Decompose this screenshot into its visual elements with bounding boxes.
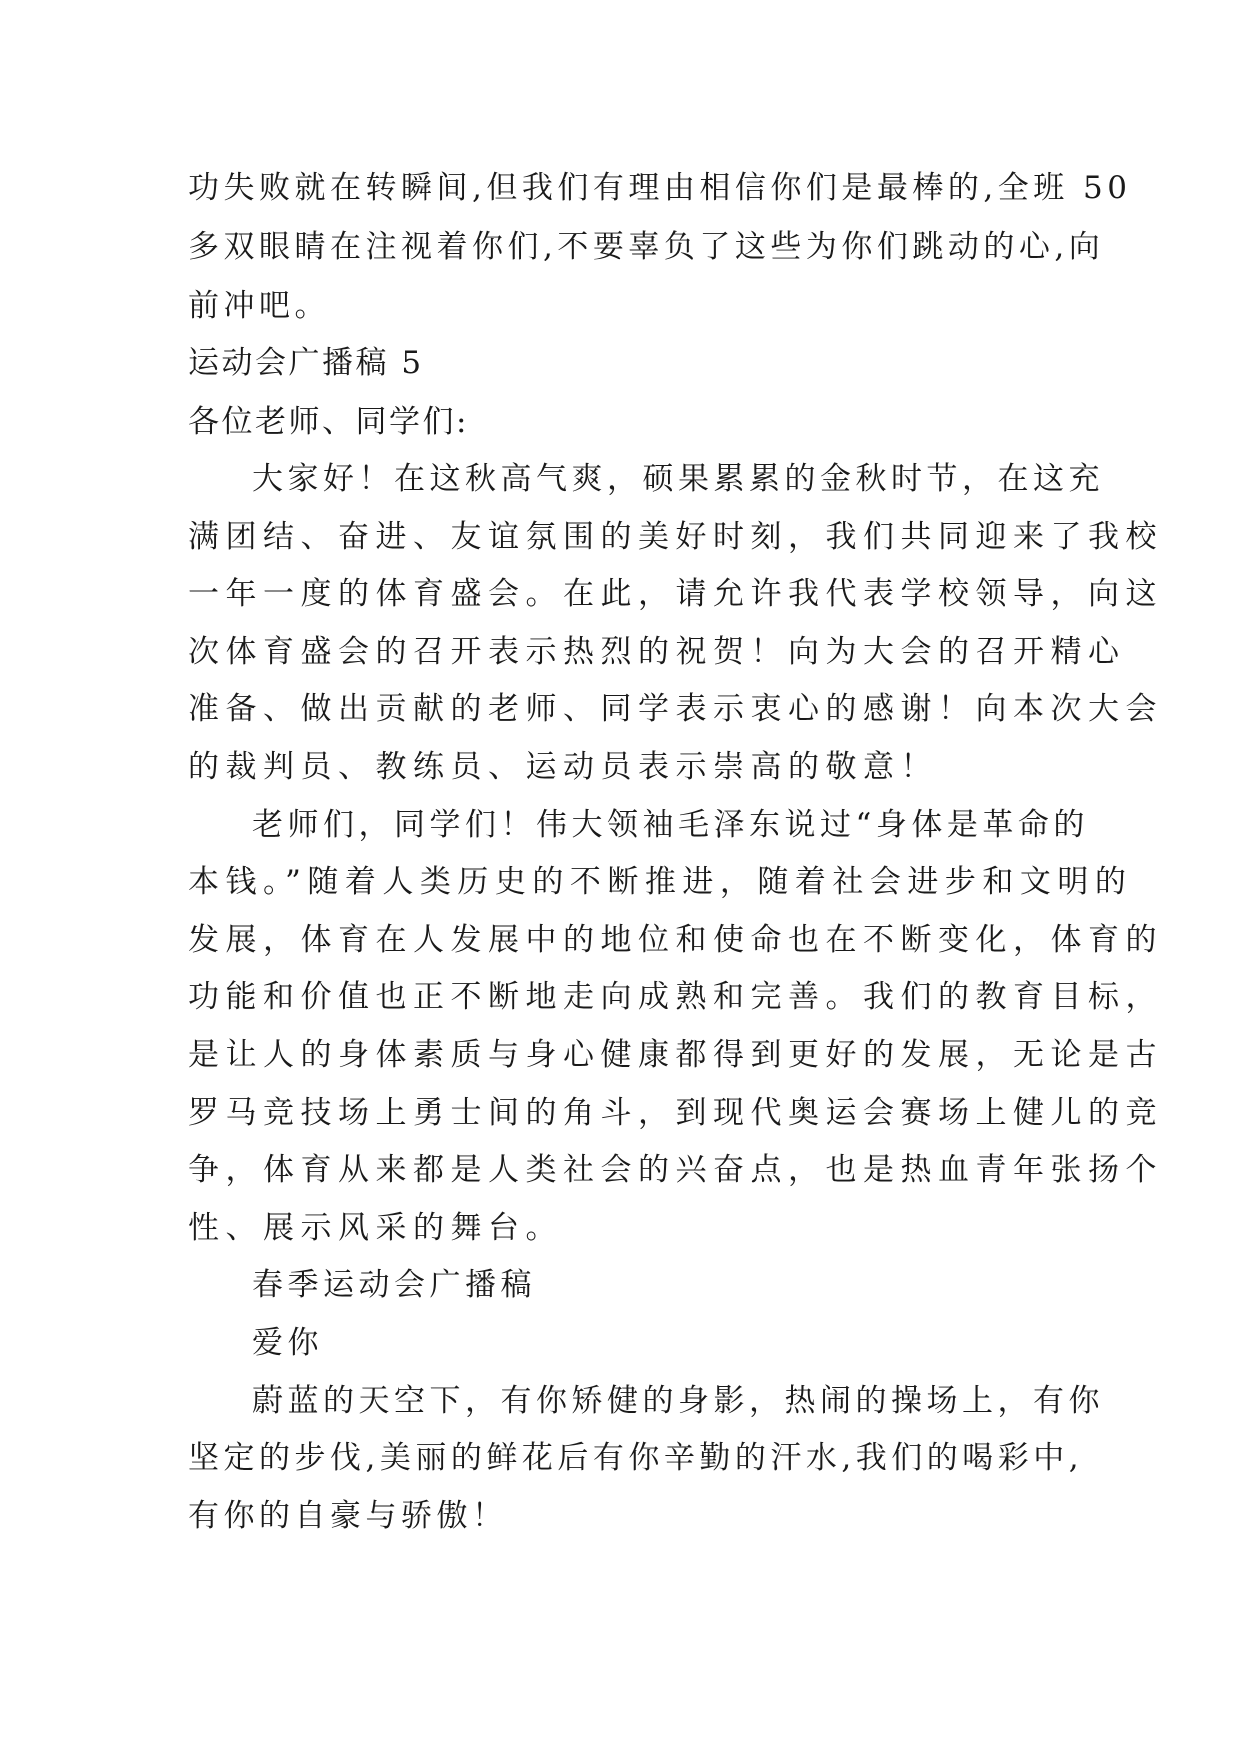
text-line: 功失败就在转瞬间,但我们有理由相信你们是最棒的,全班 50 (188, 170, 1132, 206)
salutation: 各位老师、同学们: (188, 404, 469, 440)
text-line: 罗马竞技场上勇士间的角斗，到现代奥运会赛场上健儿的竞 (188, 1095, 1163, 1131)
text-line: 的裁判员、教练员、运动员表示崇高的敬意！ (188, 749, 938, 785)
text-line: 一年一度的体育盛会。在此，请允许我代表学校领导，向这 (188, 576, 1163, 612)
text-line: 次体育盛会的召开表示热烈的祝贺！向为大会的召开精心 (188, 634, 1126, 670)
text-line: 功能和价值也正不断地走向成熟和完善。我们的教育目标， (188, 979, 1163, 1015)
text-line: 蔚蓝的天空下，有你矫健的身影，热闹的操场上，有你 (252, 1383, 1104, 1419)
text-line: 满团结、奋进、友谊氛围的美好时刻，我们共同迎来了我校 (188, 519, 1163, 555)
text-line: 争，体育从来都是人类社会的兴奋点，也是热血青年张扬个 (188, 1152, 1163, 1188)
text-line: 发展，体育在人发展中的地位和使命也在不断变化，体育的 (188, 922, 1163, 958)
text-line: 本钱。”随着人类历史的不断推进，随着社会进步和文明的 (188, 864, 1133, 900)
sub-heading: 爱你 (252, 1325, 323, 1361)
section-heading: 运动会广播稿 5 (188, 345, 424, 381)
text-line: 前冲吧。 (188, 288, 330, 324)
text-line: 准备、做出贡献的老师、同学表示衷心的感谢！向本次大会 (188, 691, 1163, 727)
text-line: 坚定的步伐,美丽的鲜花后有你辛勤的汗水,我们的喝彩中, (188, 1440, 1084, 1476)
text-line: 性、展示风采的舞台。 (188, 1210, 563, 1246)
text-line: 多双眼睛在注视着你们,不要辜负了这些为你们跳动的心,向 (188, 229, 1105, 265)
sub-heading: 春季运动会广播稿 (252, 1267, 536, 1303)
text-line: 老师们，同学们！伟大领袖毛泽东说过“身体是革命的 (252, 807, 1089, 843)
text-line: 是让人的身体素质与身心健康都得到更好的发展，无论是古 (188, 1037, 1163, 1073)
text-line: 大家好！在这秋高气爽，硕果累累的金秋时节，在这充 (252, 461, 1104, 497)
text-line: 有你的自豪与骄傲！ (188, 1498, 508, 1534)
